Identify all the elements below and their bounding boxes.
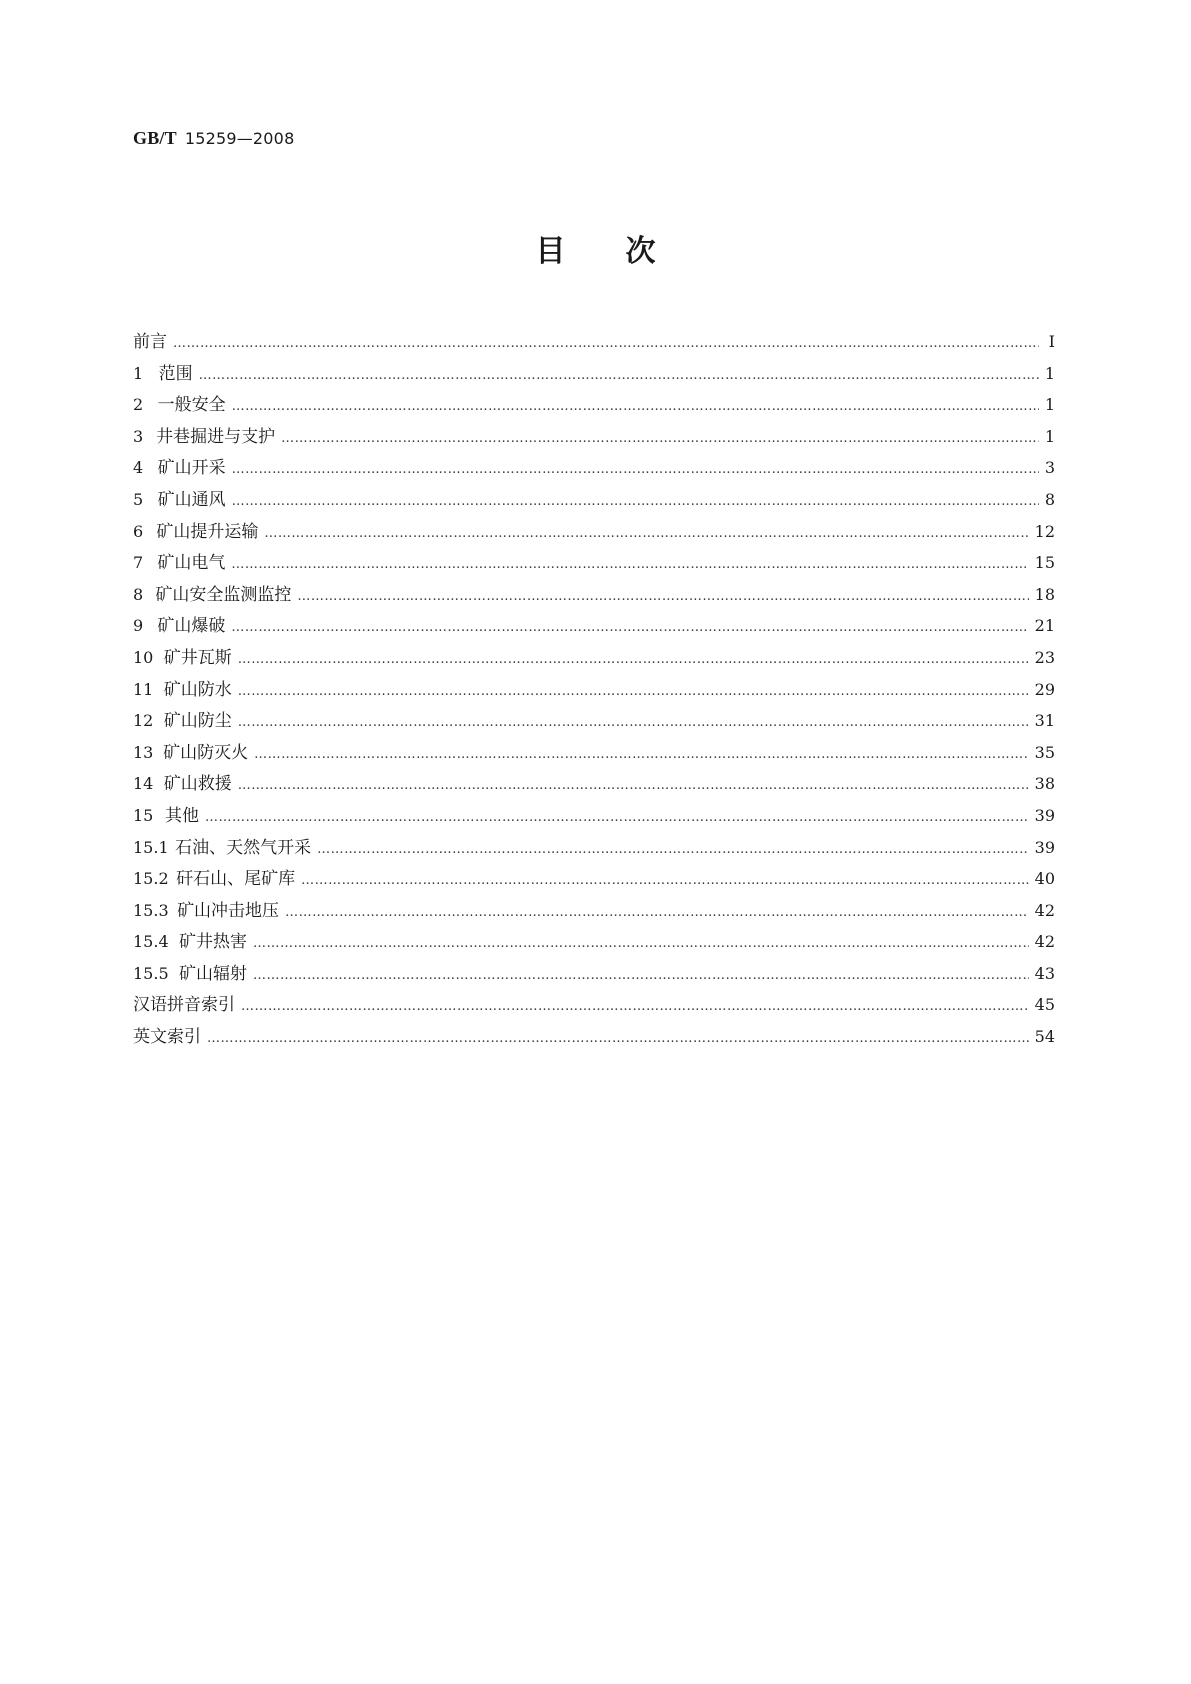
dot-leader bbox=[238, 652, 1029, 667]
toc-entry[interactable] bbox=[133, 643, 1055, 675]
toc-entry[interactable] bbox=[133, 517, 1055, 549]
dot-leader bbox=[317, 842, 1028, 857]
toc-title-char-2: 次 bbox=[625, 234, 656, 269]
toc-entry-page: 43 bbox=[1034, 963, 1055, 983]
toc-subentry[interactable] bbox=[133, 959, 1055, 991]
dot-leader bbox=[199, 368, 1039, 383]
dot-leader bbox=[241, 999, 1029, 1014]
toc-entry-number: 10 bbox=[133, 647, 154, 667]
toc-entry-page: 42 bbox=[1034, 932, 1055, 952]
toc-entry-page: 45 bbox=[1034, 995, 1055, 1015]
toc-entry-label: 汉语拼音索引 bbox=[133, 995, 235, 1016]
toc-entry-page: 15 bbox=[1034, 553, 1055, 573]
toc-entry-page: 31 bbox=[1034, 711, 1055, 731]
toc-entry-label: 矿山辐射 bbox=[178, 963, 247, 984]
dot-leader bbox=[253, 968, 1029, 983]
toc-entry-page: 42 bbox=[1034, 900, 1055, 920]
toc-entry-label: 前言 bbox=[133, 332, 167, 352]
toc-entry-number: 15.2 bbox=[133, 869, 169, 889]
toc-title-char-1: 目 bbox=[535, 234, 566, 269]
toc-entry-number: 15.4 bbox=[133, 932, 169, 952]
toc-entry-page: 39 bbox=[1034, 837, 1055, 857]
dot-leader bbox=[238, 715, 1029, 730]
toc-entry[interactable] bbox=[133, 422, 1055, 454]
toc-entry-page: 40 bbox=[1034, 869, 1055, 889]
toc-subentry[interactable] bbox=[133, 896, 1055, 928]
toc-entry-number: 12 bbox=[133, 711, 154, 731]
toc-entry-page: 18 bbox=[1034, 584, 1055, 604]
toc-entry-label: 矿山开采 bbox=[157, 458, 226, 479]
toc-entry-page: 8 bbox=[1044, 489, 1055, 509]
toc-entry-number: 9 bbox=[133, 616, 144, 636]
toc-entry-page: 29 bbox=[1034, 679, 1055, 699]
dot-leader bbox=[281, 431, 1039, 446]
toc-entry-label: 矿山防尘 bbox=[163, 711, 232, 732]
toc-entry-label: 矿山安全监测监控 bbox=[155, 584, 292, 605]
toc-entry-number: 3 bbox=[133, 426, 144, 446]
toc-entry-label: 矿山电气 bbox=[157, 553, 226, 574]
toc-entry[interactable] bbox=[133, 548, 1055, 580]
dot-leader bbox=[253, 936, 1029, 951]
toc-entry-number: 15.5 bbox=[133, 963, 169, 983]
toc-entry-label: 一般安全 bbox=[157, 395, 226, 416]
dot-leader bbox=[173, 336, 1039, 351]
toc-entry[interactable] bbox=[133, 675, 1055, 707]
dot-leader bbox=[238, 778, 1029, 793]
toc-entry-number: 1 bbox=[133, 363, 144, 383]
toc-entry-page: 54 bbox=[1034, 1027, 1055, 1047]
dot-leader bbox=[285, 905, 1029, 920]
toc-entry-label: 矿山提升运输 bbox=[156, 521, 259, 542]
dot-leader bbox=[264, 526, 1028, 541]
toc-entry-number: 15.3 bbox=[133, 900, 169, 920]
toc-entry-label: 矿山通风 bbox=[157, 489, 226, 510]
dot-leader bbox=[207, 1031, 1029, 1046]
toc-entry-page: 3 bbox=[1044, 458, 1055, 478]
toc-title bbox=[0, 226, 1191, 270]
toc-entry[interactable] bbox=[133, 738, 1055, 770]
toc-entry-page: Ⅰ bbox=[1048, 332, 1055, 351]
toc-entry-number: 4 bbox=[133, 458, 144, 478]
toc-entry[interactable] bbox=[133, 390, 1055, 422]
toc-entry-page: 38 bbox=[1034, 774, 1055, 794]
document-code bbox=[133, 128, 294, 149]
dot-leader bbox=[232, 494, 1039, 509]
toc-entry[interactable] bbox=[133, 706, 1055, 738]
toc-entry-page: 39 bbox=[1034, 805, 1055, 825]
dot-leader bbox=[205, 810, 1029, 825]
toc-subentry[interactable] bbox=[133, 864, 1055, 896]
dot-leader bbox=[231, 620, 1028, 635]
toc-entry-number: 13 bbox=[133, 742, 154, 762]
standard-prefix: GB/T bbox=[133, 128, 177, 148]
toc-entry-label: 英文索引 bbox=[133, 1027, 201, 1048]
toc-entry-page: 1 bbox=[1044, 363, 1055, 383]
toc-entry-page: 1 bbox=[1044, 426, 1055, 446]
toc-entry[interactable] bbox=[133, 359, 1055, 391]
toc-entry-page: 35 bbox=[1034, 742, 1055, 762]
toc-entry-label: 范围 bbox=[158, 363, 193, 384]
dot-leader bbox=[231, 557, 1028, 572]
toc-entry-number: 15.1 bbox=[133, 837, 169, 857]
toc-entry-number: 6 bbox=[133, 521, 144, 541]
toc-entry-label: 矸石山、尾矿库 bbox=[176, 869, 296, 890]
toc-entry-label: 其他 bbox=[165, 805, 200, 826]
dot-leader bbox=[254, 747, 1029, 762]
toc-entry[interactable] bbox=[133, 769, 1055, 801]
toc-entry-number: 5 bbox=[133, 489, 144, 509]
toc-entry[interactable] bbox=[133, 611, 1055, 643]
toc-entry-pinyin-index[interactable] bbox=[133, 990, 1055, 1022]
toc-entry[interactable] bbox=[133, 801, 1055, 833]
toc-entry-number: 14 bbox=[133, 774, 154, 794]
toc-entry-label: 矿山防水 bbox=[163, 679, 232, 700]
toc-entry-label: 矿井瓦斯 bbox=[163, 647, 232, 668]
toc-entry-number: 15 bbox=[133, 805, 154, 825]
toc-entry-label: 矿山救援 bbox=[163, 774, 232, 795]
dot-leader bbox=[232, 399, 1039, 414]
toc-entry-label: 石油、天然气开采 bbox=[175, 837, 312, 858]
toc-entry-preface[interactable] bbox=[133, 327, 1055, 359]
toc-entry-page: 12 bbox=[1034, 521, 1055, 541]
toc-entry-english-index[interactable] bbox=[133, 1022, 1055, 1054]
toc-subentry[interactable] bbox=[133, 833, 1055, 865]
toc-entry[interactable] bbox=[133, 485, 1055, 517]
toc-entry[interactable] bbox=[133, 453, 1055, 485]
toc-entry-label: 矿山防灭火 bbox=[163, 742, 249, 763]
toc-entry-page: 23 bbox=[1034, 647, 1055, 667]
toc-entry-label: 井巷掘进与支护 bbox=[156, 426, 276, 447]
toc-entry-label: 矿井热害 bbox=[178, 932, 247, 953]
dot-leader bbox=[297, 589, 1028, 604]
dot-leader bbox=[238, 684, 1029, 699]
toc-entry-number: 11 bbox=[133, 679, 154, 699]
toc-entry-number: 8 bbox=[133, 584, 144, 604]
dot-leader bbox=[301, 873, 1029, 888]
dot-leader bbox=[232, 462, 1039, 477]
toc-entry-number: 7 bbox=[133, 553, 144, 573]
toc-entry-page: 21 bbox=[1034, 616, 1055, 636]
standard-number: 15259—2008 bbox=[184, 129, 295, 148]
toc-entry-label: 矿山爆破 bbox=[157, 616, 226, 637]
toc-subentry[interactable] bbox=[133, 927, 1055, 959]
toc-entry-page: 1 bbox=[1044, 395, 1055, 415]
toc-entry[interactable] bbox=[133, 580, 1055, 612]
table-of-contents bbox=[133, 327, 1055, 1054]
toc-entry-number: 2 bbox=[133, 395, 144, 415]
toc-entry-label: 矿山冲击地压 bbox=[177, 900, 280, 921]
